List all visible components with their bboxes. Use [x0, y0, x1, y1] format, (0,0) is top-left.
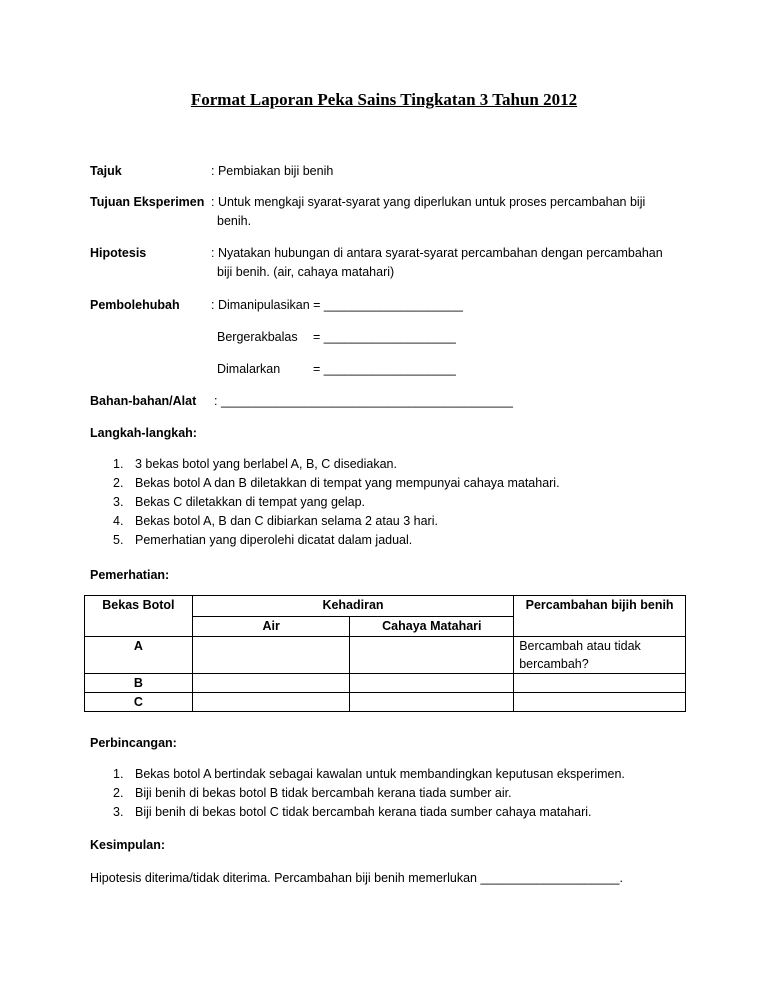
- header-cahaya-matahari: Cahaya Matahari: [350, 616, 514, 637]
- table-header-row: [85, 596, 686, 617]
- perbincangan-heading: Perbincangan:: [90, 736, 177, 750]
- cell-percambahan[interactable]: [514, 693, 686, 712]
- table-row: [85, 693, 686, 712]
- header-bekas-botol: Bekas Botol: [85, 596, 193, 637]
- tujuan-value-cont: benih.: [217, 214, 252, 228]
- header-percambahan: Percambahan bijih benih: [514, 596, 686, 637]
- cell-percambahan[interactable]: Bercambah atau tidak bercambah?: [514, 637, 686, 674]
- cell-air[interactable]: [192, 637, 350, 674]
- langkah-list: [0, 455, 768, 555]
- header-air: Air: [192, 616, 350, 637]
- table-row: [85, 637, 686, 674]
- bahan-label: Bahan-bahan/Alat: [90, 394, 197, 408]
- list-item-number: 4.: [113, 514, 124, 528]
- tajuk-label: Tajuk: [90, 164, 122, 178]
- bahan-field[interactable]: : __________________________________________: [214, 394, 513, 408]
- list-item: Bekas botol A dan B diletakkan di tempat yang mempunyai cahaya matahari.: [135, 476, 560, 490]
- pembolehubah-label: Pembolehubah: [90, 298, 180, 312]
- hipotesis-label: Hipotesis: [90, 246, 147, 260]
- pemerhatian-heading: Pemerhatian:: [90, 568, 170, 582]
- list-item: Bekas botol A, B dan C dibiarkan selama 2 atau 3 hari.: [135, 514, 438, 528]
- list-item: Pemerhatian yang diperolehi dicatat dalam jadual.: [135, 533, 413, 547]
- fixed-variable-label: Dimalarkan: [217, 362, 281, 376]
- document-title: Format Laporan Peka Sains Tingkatan 3 Tahun 2012: [190, 90, 578, 109]
- tujuan-label: Tujuan Eksperimen: [90, 195, 205, 209]
- cell-cahaya[interactable]: [350, 637, 514, 674]
- cell-cahaya[interactable]: [350, 693, 514, 712]
- list-item: Bekas botol A bertindak sebagai kawalan untuk membandingkan keputusan eksperimen.: [135, 767, 625, 781]
- tajuk-value: : Pembiakan biji benih: [211, 164, 334, 178]
- responding-variable-label: Bergerakbalas: [217, 330, 298, 344]
- responding-variable-field[interactable]: = ___________________: [313, 330, 456, 344]
- cell-bekas: A: [85, 637, 193, 674]
- list-item-number: 1.: [113, 767, 124, 781]
- perbincangan-list: [0, 765, 768, 825]
- tujuan-value: : Untuk mengkaji syarat-syarat yang diperlukan untuk proses percambahan biji: [211, 195, 646, 209]
- hipotesis-value-cont: biji benih. (air, cahaya matahari): [217, 265, 395, 279]
- list-item-number: 1.: [113, 457, 124, 471]
- hipotesis-value: : Nyatakan hubungan di antara syarat-syarat percambahan dengan percambahan: [211, 246, 663, 260]
- manipulated-variable-field[interactable]: : Dimanipulasikan = ____________________: [211, 298, 463, 312]
- cell-cahaya[interactable]: [350, 674, 514, 693]
- observation-table: [84, 595, 686, 712]
- header-kehadiran: Kehadiran: [192, 596, 513, 617]
- list-item-number: 2.: [113, 476, 124, 490]
- cell-bekas: C: [85, 693, 193, 712]
- cell-air[interactable]: [192, 674, 350, 693]
- table-row: [85, 674, 686, 693]
- list-item-number: 3.: [113, 805, 124, 819]
- list-item: Biji benih di bekas botol C tidak bercambah kerana tiada sumber cahaya matahari.: [135, 805, 592, 819]
- kesimpulan-heading: Kesimpulan:: [90, 838, 166, 852]
- list-item-number: 3.: [113, 495, 124, 509]
- cell-percambahan[interactable]: [514, 674, 686, 693]
- kesimpulan-text: Hipotesis diterima/tidak diterima. Percambahan biji benih memerlukan ____________________.: [90, 871, 623, 885]
- list-item: Biji benih di bekas botol B tidak bercambah kerana tiada sumber air.: [135, 786, 512, 800]
- cell-bekas: B: [85, 674, 193, 693]
- list-item: 3 bekas botol yang berlabel A, B, C disediakan.: [135, 457, 397, 471]
- list-item: Bekas C diletakkan di tempat yang gelap.: [135, 495, 365, 509]
- cell-air[interactable]: [192, 693, 350, 712]
- fixed-variable-field[interactable]: = ___________________: [313, 362, 456, 376]
- list-item-number: 5.: [113, 533, 124, 547]
- list-item-number: 2.: [113, 786, 124, 800]
- langkah-heading: Langkah-langkah:: [90, 426, 197, 440]
